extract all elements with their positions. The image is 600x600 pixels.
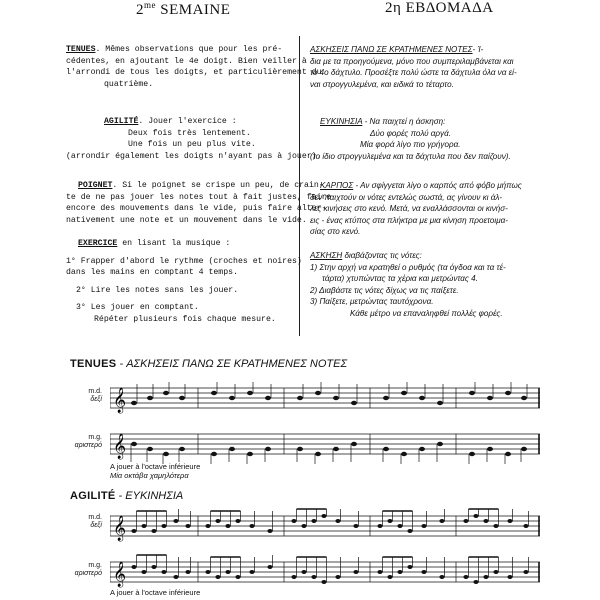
agilite-fr-line: Une fois un peu plus vite.	[128, 140, 256, 149]
tenues-fr-block	[66, 44, 322, 90]
octave-caption-gr: Μία οκτάβα χαμηλότερα	[110, 471, 189, 480]
section-tenues-fr: TENUES	[70, 358, 117, 370]
staff-tenues-right	[110, 380, 540, 416]
tenues-gr-label: ΑΣΚΗΣΕΙΣ ΠΑΝΩ ΣΕ ΚΡΑΤΗΜΕΝΕΣ ΝΟΤΕΣ	[310, 45, 473, 54]
poignet-gr-line: - Αν σφίγγεται λίγο ο καρπός από φόβο μήπως	[353, 181, 522, 190]
agilite-gr-line: Μία φορά λίγο πιο γρήγορα.	[360, 140, 461, 150]
staff-label-right-hand	[62, 388, 102, 404]
exercice-fr-intro: en lisant la musique :	[117, 239, 231, 248]
staff-agilite-right	[110, 506, 540, 542]
section-tenues-gr: - ΑΣΚΗΣΕΙΣ ΠΑΝΩ ΣΕ ΚΡΑΤΗΜΕΝΕΣ ΝΟΤΕΣ	[116, 358, 348, 370]
exercice-fr-item: dans les mains en comptant 4 temps.	[66, 268, 238, 277]
poignet-gr-line: λες κινήσεις στο κενό. Μετά, να εναλλάσσονται οι κινήσ-	[310, 204, 508, 214]
exercice-gr-item: Κάθε μέτρο να επαναληφθεί πολλές φορές.	[350, 308, 503, 318]
agilite-fr-block	[66, 116, 322, 162]
svg-text:𝄞: 𝄞	[113, 388, 127, 413]
agilite-gr-label: ΕΥΚΙΝΗΣΙΑ	[320, 117, 363, 126]
agilite-gr-line: Δύο φορές πολύ αργά.	[370, 128, 451, 138]
mg-gr: αριστερό	[74, 442, 102, 449]
exercice-gr-item: τάρτα) χτυπώντας τα χέρια και μετρώντας 4.	[322, 274, 478, 284]
exercice-gr-item: 3) Παίξετε, μετρώντας ταυτόχρονα.	[310, 297, 434, 307]
mg-gr: αριστερό	[74, 570, 102, 577]
exercice-gr-intro: διαβάζοντας τις νότες:	[342, 251, 422, 260]
mg-fr: m.g.	[88, 562, 102, 569]
tenues-gr-block	[310, 44, 517, 90]
section-agilite-title	[70, 490, 183, 502]
exercice-gr-item: 1) Στην αρχή να κρατηθεί ο ρυθμός (τα όγδοα και τα τέ-	[310, 262, 506, 272]
staff-label-left-hand-2	[62, 562, 102, 578]
tenues-gr-line: το 4ο δάχτυλο. Προσέξτε πολύ ώστε τα δάχτυλα όλα να εί-	[310, 68, 517, 78]
section-tenues-title	[70, 358, 347, 370]
agilite-fr-line: (arrondir également les doigts n'ayant pas à jouer).	[66, 151, 322, 161]
poignet-fr-line: nativement une note et un mouvement dans le vide.	[66, 215, 307, 225]
svg-text:𝄞: 𝄞	[113, 516, 127, 541]
tenues-gr-line: δια με τα προηγούμενα, μόνο που συμπεριλαμβάνεται και	[310, 56, 514, 66]
exercice-fr-item: Répéter plusieurs fois chaque mesure.	[94, 314, 276, 324]
tenues-gr-line: ναι στρογγυλεμένα, και ειδικά το τέταρτο.	[310, 79, 454, 89]
poignet-fr-line: te de ne pas jouer les notes tout à fait justes, faire	[66, 192, 332, 202]
agilite-gr-line: (το ίδιο στρογγυλεμένα και τα δάχτυλα που δεν παίζουν).	[310, 151, 511, 161]
tenues-fr-line: cédentes, en ajoutant le 4e doigt. Bien veiller à	[66, 56, 307, 66]
octave-caption-2	[110, 588, 200, 597]
section-agilite-gr: - ΕΥΚΙΝΗΣΙΑ	[115, 490, 184, 502]
exercice-fr-item: 3° Les jouer en comptant.	[76, 303, 199, 312]
header-right-title: 2η ΕΒΔΟΜΑΔΑ	[385, 0, 494, 16]
md-fr: m.d.	[88, 514, 102, 521]
staff-tenues-left	[110, 428, 540, 464]
svg-text:𝄞: 𝄞	[113, 434, 127, 459]
exercice-fr-label: EXERCICE	[78, 239, 118, 248]
octave-caption-fr: A jouer à l'octave inférieure	[110, 588, 201, 597]
md-fr: m.d.	[88, 388, 102, 395]
poignet-fr-block	[66, 180, 331, 226]
md-gr: δεξί	[90, 522, 102, 529]
exercice-fr-item: 1° Frapper d'abord le rythme (croches et noires)	[66, 256, 302, 266]
poignet-fr-line: encore des mouvements dans le vide, puis faire alter-	[66, 204, 327, 213]
exercice-fr-item: 2° Lire les notes sans les jouer.	[76, 285, 239, 295]
staff-label-right-hand-2	[62, 514, 102, 530]
poignet-fr-label: POIGNET	[78, 181, 113, 190]
poignet-gr-block	[310, 180, 522, 238]
agilite-gr-block	[310, 116, 511, 162]
agilite-fr-label: AGILITÉ	[104, 117, 139, 126]
tenues-fr-label: TENUES	[66, 45, 96, 54]
poignet-gr-line: δεν παιχτούν οι νότες εντελώς σωστά, ας γίνουν κι άλ-	[310, 192, 503, 202]
mg-fr: m.g.	[88, 434, 102, 441]
svg-text:𝄞: 𝄞	[113, 562, 127, 587]
staff-label-left-hand	[62, 434, 102, 450]
exercice-gr-item: 2) Διαβάστε τις νότες δίχως να τις παίξετε.	[310, 285, 459, 295]
staff-agilite-left	[110, 552, 540, 588]
tenues-fr-line: l'arrondi de tous les doigts, et particulièrement du	[66, 68, 322, 77]
tenues-fr-line: quatrième.	[104, 79, 154, 89]
tenues-fr-line: . Mêmes observations que pour les pré-	[95, 45, 283, 54]
agilite-fr-line: Deux fois très lentement.	[128, 128, 251, 138]
tenues-gr-line: - Ί-	[472, 45, 484, 54]
agilite-fr-intro: . Jouer l'exercice :	[138, 117, 237, 126]
section-agilite-fr: AGILITÉ	[70, 490, 116, 502]
agilite-gr-intro: - Να παιχτεί η άσκηση:	[362, 117, 446, 126]
exercice-gr-block	[310, 250, 506, 320]
header-left-title: $2^{me}$ SEMAINE	[136, 0, 231, 18]
poignet-fr-line: . Si le poignet se crispe un peu, de crain-	[112, 181, 324, 190]
poignet-gr-line: εις - ένας κτύπος στα πλήκτρα με μια κίνηση προετοιμα-	[310, 215, 508, 225]
poignet-gr-line: σίας στο κενό.	[310, 227, 361, 237]
exercice-fr-block	[66, 238, 302, 325]
md-gr: δεξί	[90, 396, 102, 403]
poignet-gr-label: ΚΑΡΠΟΣ	[320, 181, 354, 190]
exercice-gr-label: ΑΣΚΗΣΗ	[310, 251, 343, 260]
octave-caption-fr: A jouer à l'octave inférieure	[110, 462, 201, 471]
octave-caption-1	[110, 462, 200, 480]
